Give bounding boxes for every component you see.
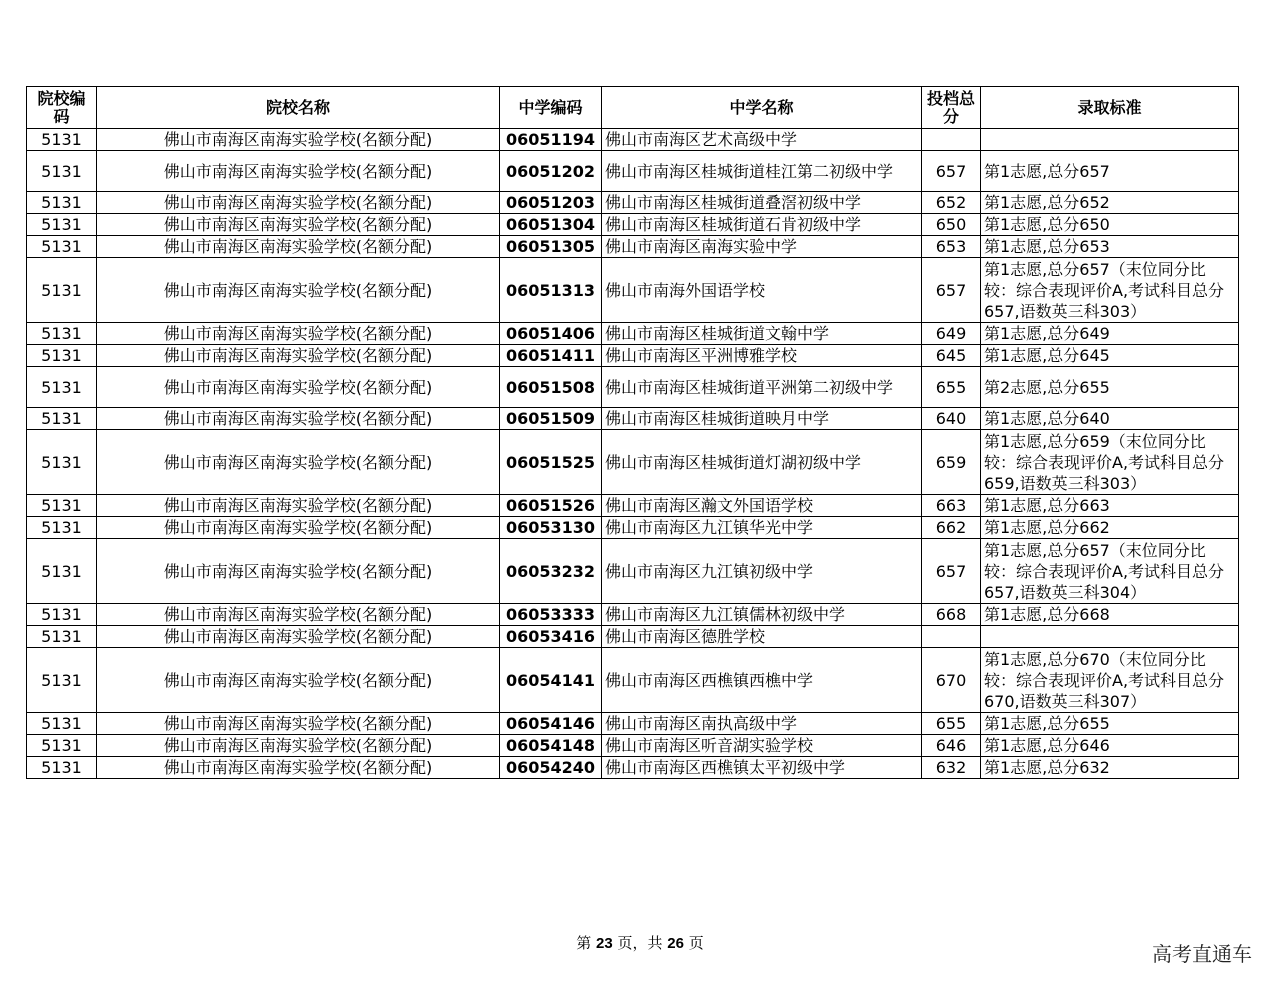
cell-total-score: 657: [922, 539, 981, 604]
cell-school-code: 5131: [27, 735, 97, 757]
cell-school-code: 5131: [27, 151, 97, 192]
cell-middle-name: 佛山市南海区平洲博雅学校: [602, 345, 922, 367]
cell-total-score: 668: [922, 604, 981, 626]
table-row: [27, 323, 1239, 345]
cell-middle-code: 06051508: [500, 367, 602, 408]
cell-middle-code: 06051526: [500, 495, 602, 517]
cell-middle-name: 佛山市南海区南海实验中学: [602, 236, 922, 258]
cell-middle-name: 佛山市南海区西樵镇太平初级中学: [602, 757, 922, 779]
footer-suffix: 页: [683, 934, 704, 952]
cell-total-score: 652: [922, 192, 981, 214]
header-total-score: 投档总分: [922, 87, 981, 129]
cell-admission-standard: [981, 626, 1239, 648]
footer-middle: 页，共: [612, 934, 668, 952]
cell-total-score: 655: [922, 713, 981, 735]
table-row: [27, 214, 1239, 236]
cell-middle-name: 佛山市南海区九江镇初级中学: [602, 539, 922, 604]
cell-middle-code: 06051525: [500, 430, 602, 495]
cell-middle-code: 06053130: [500, 517, 602, 539]
cell-school-name: 佛山市南海区南海实验学校(名额分配): [97, 151, 500, 192]
cell-total-score: 632: [922, 757, 981, 779]
table-row: [27, 129, 1239, 151]
footer-prefix: 第: [576, 934, 597, 952]
cell-middle-name: 佛山市南海区桂城街道灯湖初级中学: [602, 430, 922, 495]
cell-school-name: 佛山市南海区南海实验学校(名额分配): [97, 626, 500, 648]
cell-school-code: 5131: [27, 236, 97, 258]
table-row: [27, 713, 1239, 735]
cell-middle-code: 06051509: [500, 408, 602, 430]
cell-school-name: 佛山市南海区南海实验学校(名额分配): [97, 345, 500, 367]
cell-middle-name: 佛山市南海区桂城街道映月中学: [602, 408, 922, 430]
cell-total-score: 653: [922, 236, 981, 258]
cell-admission-standard: 第1志愿,总分653: [981, 236, 1239, 258]
cell-school-code: 5131: [27, 648, 97, 713]
cell-middle-name: 佛山市南海区桂城街道桂江第二初级中学: [602, 151, 922, 192]
table-row: [27, 345, 1239, 367]
cell-school-code: 5131: [27, 517, 97, 539]
cell-total-score: [922, 626, 981, 648]
header-middle-code: 中学编码: [500, 87, 602, 129]
cell-school-code: 5131: [27, 495, 97, 517]
cell-school-name: 佛山市南海区南海实验学校(名额分配): [97, 735, 500, 757]
table-row: [27, 757, 1239, 779]
cell-middle-code: 06051305: [500, 236, 602, 258]
cell-admission-standard: 第1志愿,总分663: [981, 495, 1239, 517]
cell-middle-name: 佛山市南海区听音湖实验学校: [602, 735, 922, 757]
cell-admission-standard: 第1志愿,总分657（末位同分比较：综合表现评价A,考试科目总分657,语数英三科304）: [981, 539, 1239, 604]
cell-middle-name: 佛山市南海区瀚文外国语学校: [602, 495, 922, 517]
cell-middle-code: 06054148: [500, 735, 602, 757]
table-row: [27, 408, 1239, 430]
cell-school-name: 佛山市南海区南海实验学校(名额分配): [97, 236, 500, 258]
table-row: [27, 430, 1239, 495]
cell-admission-standard: 第2志愿,总分655: [981, 367, 1239, 408]
cell-admission-standard: [981, 129, 1239, 151]
cell-total-score: 649: [922, 323, 981, 345]
cell-middle-code: 06054141: [500, 648, 602, 713]
table-row: [27, 367, 1239, 408]
cell-school-name: 佛山市南海区南海实验学校(名额分配): [97, 713, 500, 735]
cell-admission-standard: 第1志愿,总分657（末位同分比较：综合表现评价A,考试科目总分657,语数英三科303）: [981, 258, 1239, 323]
cell-admission-standard: 第1志愿,总分657: [981, 151, 1239, 192]
cell-admission-standard: 第1志愿,总分668: [981, 604, 1239, 626]
cell-total-score: 662: [922, 517, 981, 539]
cell-school-code: 5131: [27, 192, 97, 214]
cell-school-code: 5131: [27, 258, 97, 323]
table-row: [27, 648, 1239, 713]
cell-middle-name: 佛山市南海区桂城街道石肯初级中学: [602, 214, 922, 236]
cell-school-name: 佛山市南海区南海实验学校(名额分配): [97, 323, 500, 345]
cell-middle-name: 佛山市南海区桂城街道平洲第二初级中学: [602, 367, 922, 408]
header-school-name: 院校名称: [97, 87, 500, 129]
cell-total-score: 640: [922, 408, 981, 430]
table-row: [27, 192, 1239, 214]
cell-school-name: 佛山市南海区南海实验学校(名额分配): [97, 757, 500, 779]
cell-school-name: 佛山市南海区南海实验学校(名额分配): [97, 495, 500, 517]
cell-total-score: [922, 129, 981, 151]
table-row: [27, 495, 1239, 517]
cell-middle-code: 06051304: [500, 214, 602, 236]
cell-middle-name: 佛山市南海外国语学校: [602, 258, 922, 323]
cell-middle-name: 佛山市南海区桂城街道文翰中学: [602, 323, 922, 345]
cell-middle-name: 佛山市南海区九江镇儒林初级中学: [602, 604, 922, 626]
table-row: [27, 151, 1239, 192]
cell-total-score: 657: [922, 258, 981, 323]
cell-middle-code: 06051313: [500, 258, 602, 323]
cell-total-score: 659: [922, 430, 981, 495]
cell-admission-standard: 第1志愿,总分649: [981, 323, 1239, 345]
cell-school-code: 5131: [27, 214, 97, 236]
cell-admission-standard: 第1志愿,总分662: [981, 517, 1239, 539]
footer-page-number: 23: [596, 935, 613, 952]
cell-total-score: 663: [922, 495, 981, 517]
cell-school-code: 5131: [27, 345, 97, 367]
cell-admission-standard: 第1志愿,总分650: [981, 214, 1239, 236]
cell-school-name: 佛山市南海区南海实验学校(名额分配): [97, 367, 500, 408]
cell-middle-code: 06054146: [500, 713, 602, 735]
header-row: [27, 87, 1239, 129]
cell-school-name: 佛山市南海区南海实验学校(名额分配): [97, 258, 500, 323]
cell-school-name: 佛山市南海区南海实验学校(名额分配): [97, 214, 500, 236]
cell-school-code: 5131: [27, 604, 97, 626]
cell-admission-standard: 第1志愿,总分632: [981, 757, 1239, 779]
cell-school-name: 佛山市南海区南海实验学校(名额分配): [97, 648, 500, 713]
cell-school-code: 5131: [27, 408, 97, 430]
admission-table: [26, 86, 1239, 779]
table-row: [27, 626, 1239, 648]
cell-middle-name: 佛山市南海区九江镇华光中学: [602, 517, 922, 539]
cell-school-code: 5131: [27, 323, 97, 345]
cell-school-name: 佛山市南海区南海实验学校(名额分配): [97, 604, 500, 626]
cell-school-code: 5131: [27, 129, 97, 151]
table-row: [27, 735, 1239, 757]
watermark-text: 高考直通车: [1152, 942, 1252, 966]
cell-middle-name: 佛山市南海区西樵镇西樵中学: [602, 648, 922, 713]
cell-total-score: 646: [922, 735, 981, 757]
cell-total-score: 670: [922, 648, 981, 713]
cell-middle-code: 06054240: [500, 757, 602, 779]
cell-school-name: 佛山市南海区南海实验学校(名额分配): [97, 192, 500, 214]
cell-middle-code: 06051202: [500, 151, 602, 192]
cell-middle-name: 佛山市南海区南执高级中学: [602, 713, 922, 735]
cell-school-name: 佛山市南海区南海实验学校(名额分配): [97, 430, 500, 495]
footer-total-pages: 26: [667, 935, 684, 952]
header-middle-name: 中学名称: [602, 87, 922, 129]
cell-school-code: 5131: [27, 367, 97, 408]
cell-total-score: 655: [922, 367, 981, 408]
cell-admission-standard: 第1志愿,总分670（末位同分比较：综合表现评价A,考试科目总分670,语数英三科307）: [981, 648, 1239, 713]
cell-school-name: 佛山市南海区南海实验学校(名额分配): [97, 539, 500, 604]
cell-school-code: 5131: [27, 626, 97, 648]
cell-school-code: 5131: [27, 539, 97, 604]
cell-middle-name: 佛山市南海区桂城街道叠滘初级中学: [602, 192, 922, 214]
cell-middle-name: 佛山市南海区艺术高级中学: [602, 129, 922, 151]
cell-middle-code: 06053232: [500, 539, 602, 604]
cell-school-name: 佛山市南海区南海实验学校(名额分配): [97, 129, 500, 151]
cell-middle-code: 06051194: [500, 129, 602, 151]
cell-school-name: 佛山市南海区南海实验学校(名额分配): [97, 408, 500, 430]
cell-middle-code: 06053333: [500, 604, 602, 626]
table-row: [27, 236, 1239, 258]
cell-admission-standard: 第1志愿,总分646: [981, 735, 1239, 757]
cell-admission-standard: 第1志愿,总分655: [981, 713, 1239, 735]
cell-total-score: 650: [922, 214, 981, 236]
cell-middle-code: 06051406: [500, 323, 602, 345]
cell-total-score: 657: [922, 151, 981, 192]
header-admission-standard: 录取标准: [981, 87, 1239, 129]
cell-middle-code: 06053416: [500, 626, 602, 648]
cell-total-score: 645: [922, 345, 981, 367]
cell-school-code: 5131: [27, 430, 97, 495]
cell-middle-name: 佛山市南海区德胜学校: [602, 626, 922, 648]
cell-middle-code: 06051411: [500, 345, 602, 367]
cell-admission-standard: 第1志愿,总分640: [981, 408, 1239, 430]
header-school-code: 院校编码: [27, 87, 97, 129]
cell-school-code: 5131: [27, 713, 97, 735]
table-row: [27, 604, 1239, 626]
cell-school-code: 5131: [27, 757, 97, 779]
cell-admission-standard: 第1志愿,总分652: [981, 192, 1239, 214]
cell-admission-standard: 第1志愿,总分659（末位同分比较：综合表现评价A,考试科目总分659,语数英三科303）: [981, 430, 1239, 495]
table-row: [27, 258, 1239, 323]
cell-school-name: 佛山市南海区南海实验学校(名额分配): [97, 517, 500, 539]
page-footer: [0, 932, 1280, 953]
table-row: [27, 517, 1239, 539]
cell-middle-code: 06051203: [500, 192, 602, 214]
table-row: [27, 539, 1239, 604]
cell-admission-standard: 第1志愿,总分645: [981, 345, 1239, 367]
